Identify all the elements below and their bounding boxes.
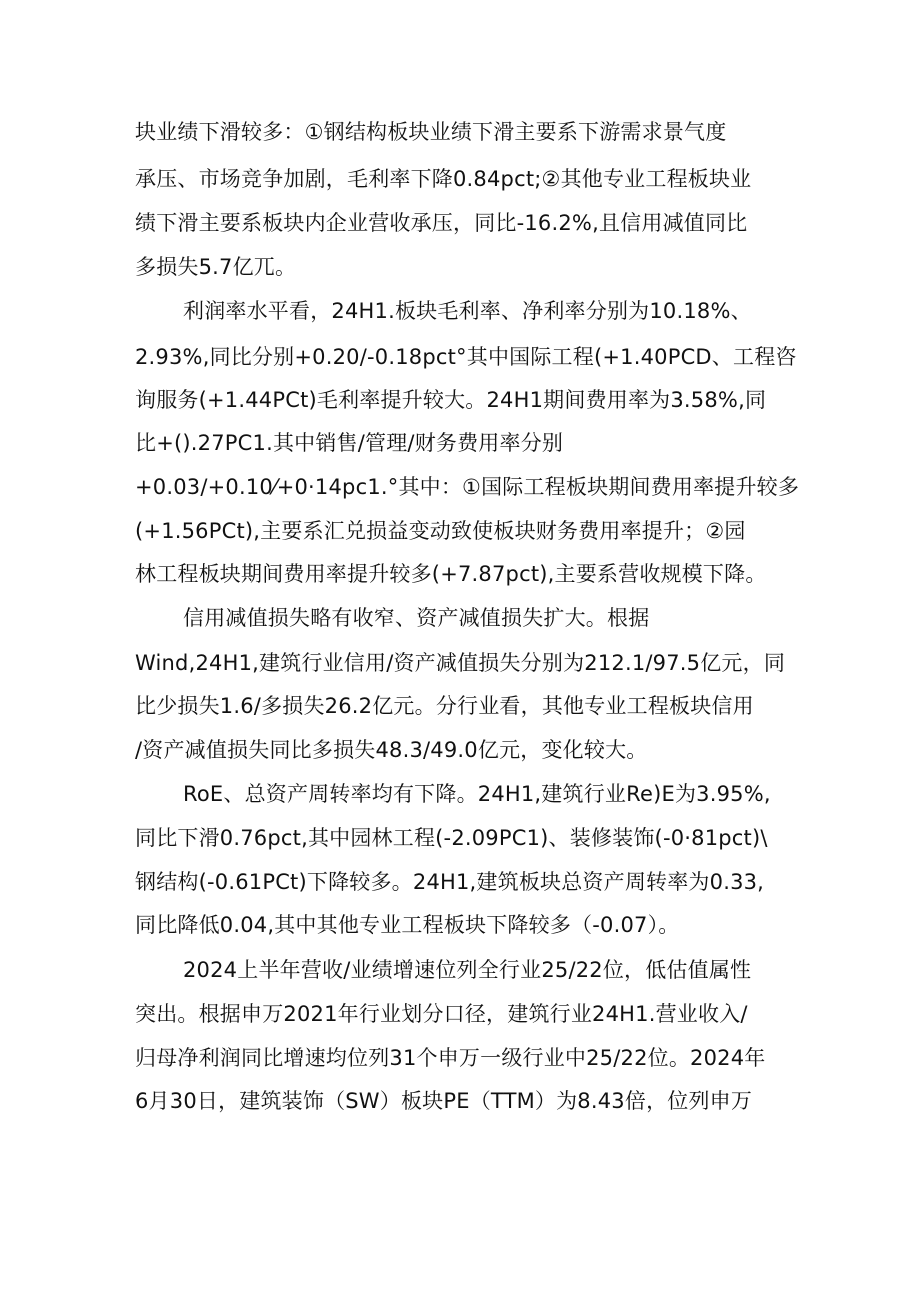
text-line: 询服务(+1.44PCt)毛利率提升较大。24H1期间费用率为3.58%,同 bbox=[135, 388, 767, 412]
text-line: Wind,24H1,建筑行业信用/资产减值损失分别为212.1/97.5亿元，同 bbox=[135, 651, 786, 675]
text-line: 6月30日，建筑装饰（SW）板块PE（TTM）为8.43倍，位列申万 bbox=[135, 1089, 753, 1113]
text-line: 2024上半年营收/业绩增速位列全行业25/22位，低估值属性 bbox=[183, 958, 752, 982]
text-line: 信用减值损失略有收窄、资产减值损失扩大。根据 bbox=[183, 606, 650, 630]
text-line: 多损失5.7亿兀。 bbox=[135, 255, 297, 279]
text-line: 归母净利润同比增速均位列31个申万一级行业中25/22位。2024年 bbox=[135, 1046, 766, 1070]
text-line: 利润率水平看，24H1.板块毛利率、净利率分别为10.18%、 bbox=[183, 299, 752, 323]
text-line: /资产减值损失同比多损失48.3/49.0亿元，变化较大。 bbox=[135, 738, 648, 762]
text-line: 2.93%,同比分别+0.20/-0.18pct°其中国际工程(+1.40PCD、工程咨 bbox=[135, 345, 797, 369]
text-line: 比+().27PC1.其中销售/管理/财务费用率分别 bbox=[135, 431, 564, 455]
text-line: 比少损失1.6/多损失26.2亿元。分行业看，其他专业工程板块信用 bbox=[135, 694, 754, 718]
text-line: 钢结构(-0.61PCt)下降较多。24H1,建筑板块总资产周转率为0.33, bbox=[135, 870, 765, 894]
text-line: 承压、市场竞争加剧，毛利率下降0.84pct;②其他专业工程板块业 bbox=[135, 167, 752, 191]
text-line: 块业绩下滑较多：①钢结构板块业绩下滑主要系下游需求景气度 bbox=[135, 120, 727, 144]
text-line: 林工程板块期间费用率提升较多(+7.87pct),主要系营收规模下降。 bbox=[135, 562, 767, 586]
text-line: (+1.56PCt),主要系汇兑损益变动致使板块财务费用率提升；②园 bbox=[135, 519, 746, 543]
text-line: RoE、总资产周转率均有下降。24H1,建筑行业Re)E为3.95%, bbox=[183, 782, 771, 806]
text-line: 同比降低0.04,其中其他专业工程板块下降较多（-0.07）。 bbox=[135, 913, 680, 937]
text-line: 绩下滑主要系板块内企业营收承压，同比-16.2%,且信用减值同比 bbox=[135, 211, 748, 235]
text-line: 突出。根据申万2021年行业划分口径，建筑行业24H1.营业收入/ bbox=[135, 1002, 748, 1026]
text-line: 同比下滑0.76pct,其中园林工程(-2.09PC1)、装修装饰(-0·81pct)\ bbox=[135, 826, 768, 850]
text-line: +0.03/+0.10⁄+0·14pc1.°其中：①国际工程板块期间费用率提升较多 bbox=[135, 475, 800, 499]
